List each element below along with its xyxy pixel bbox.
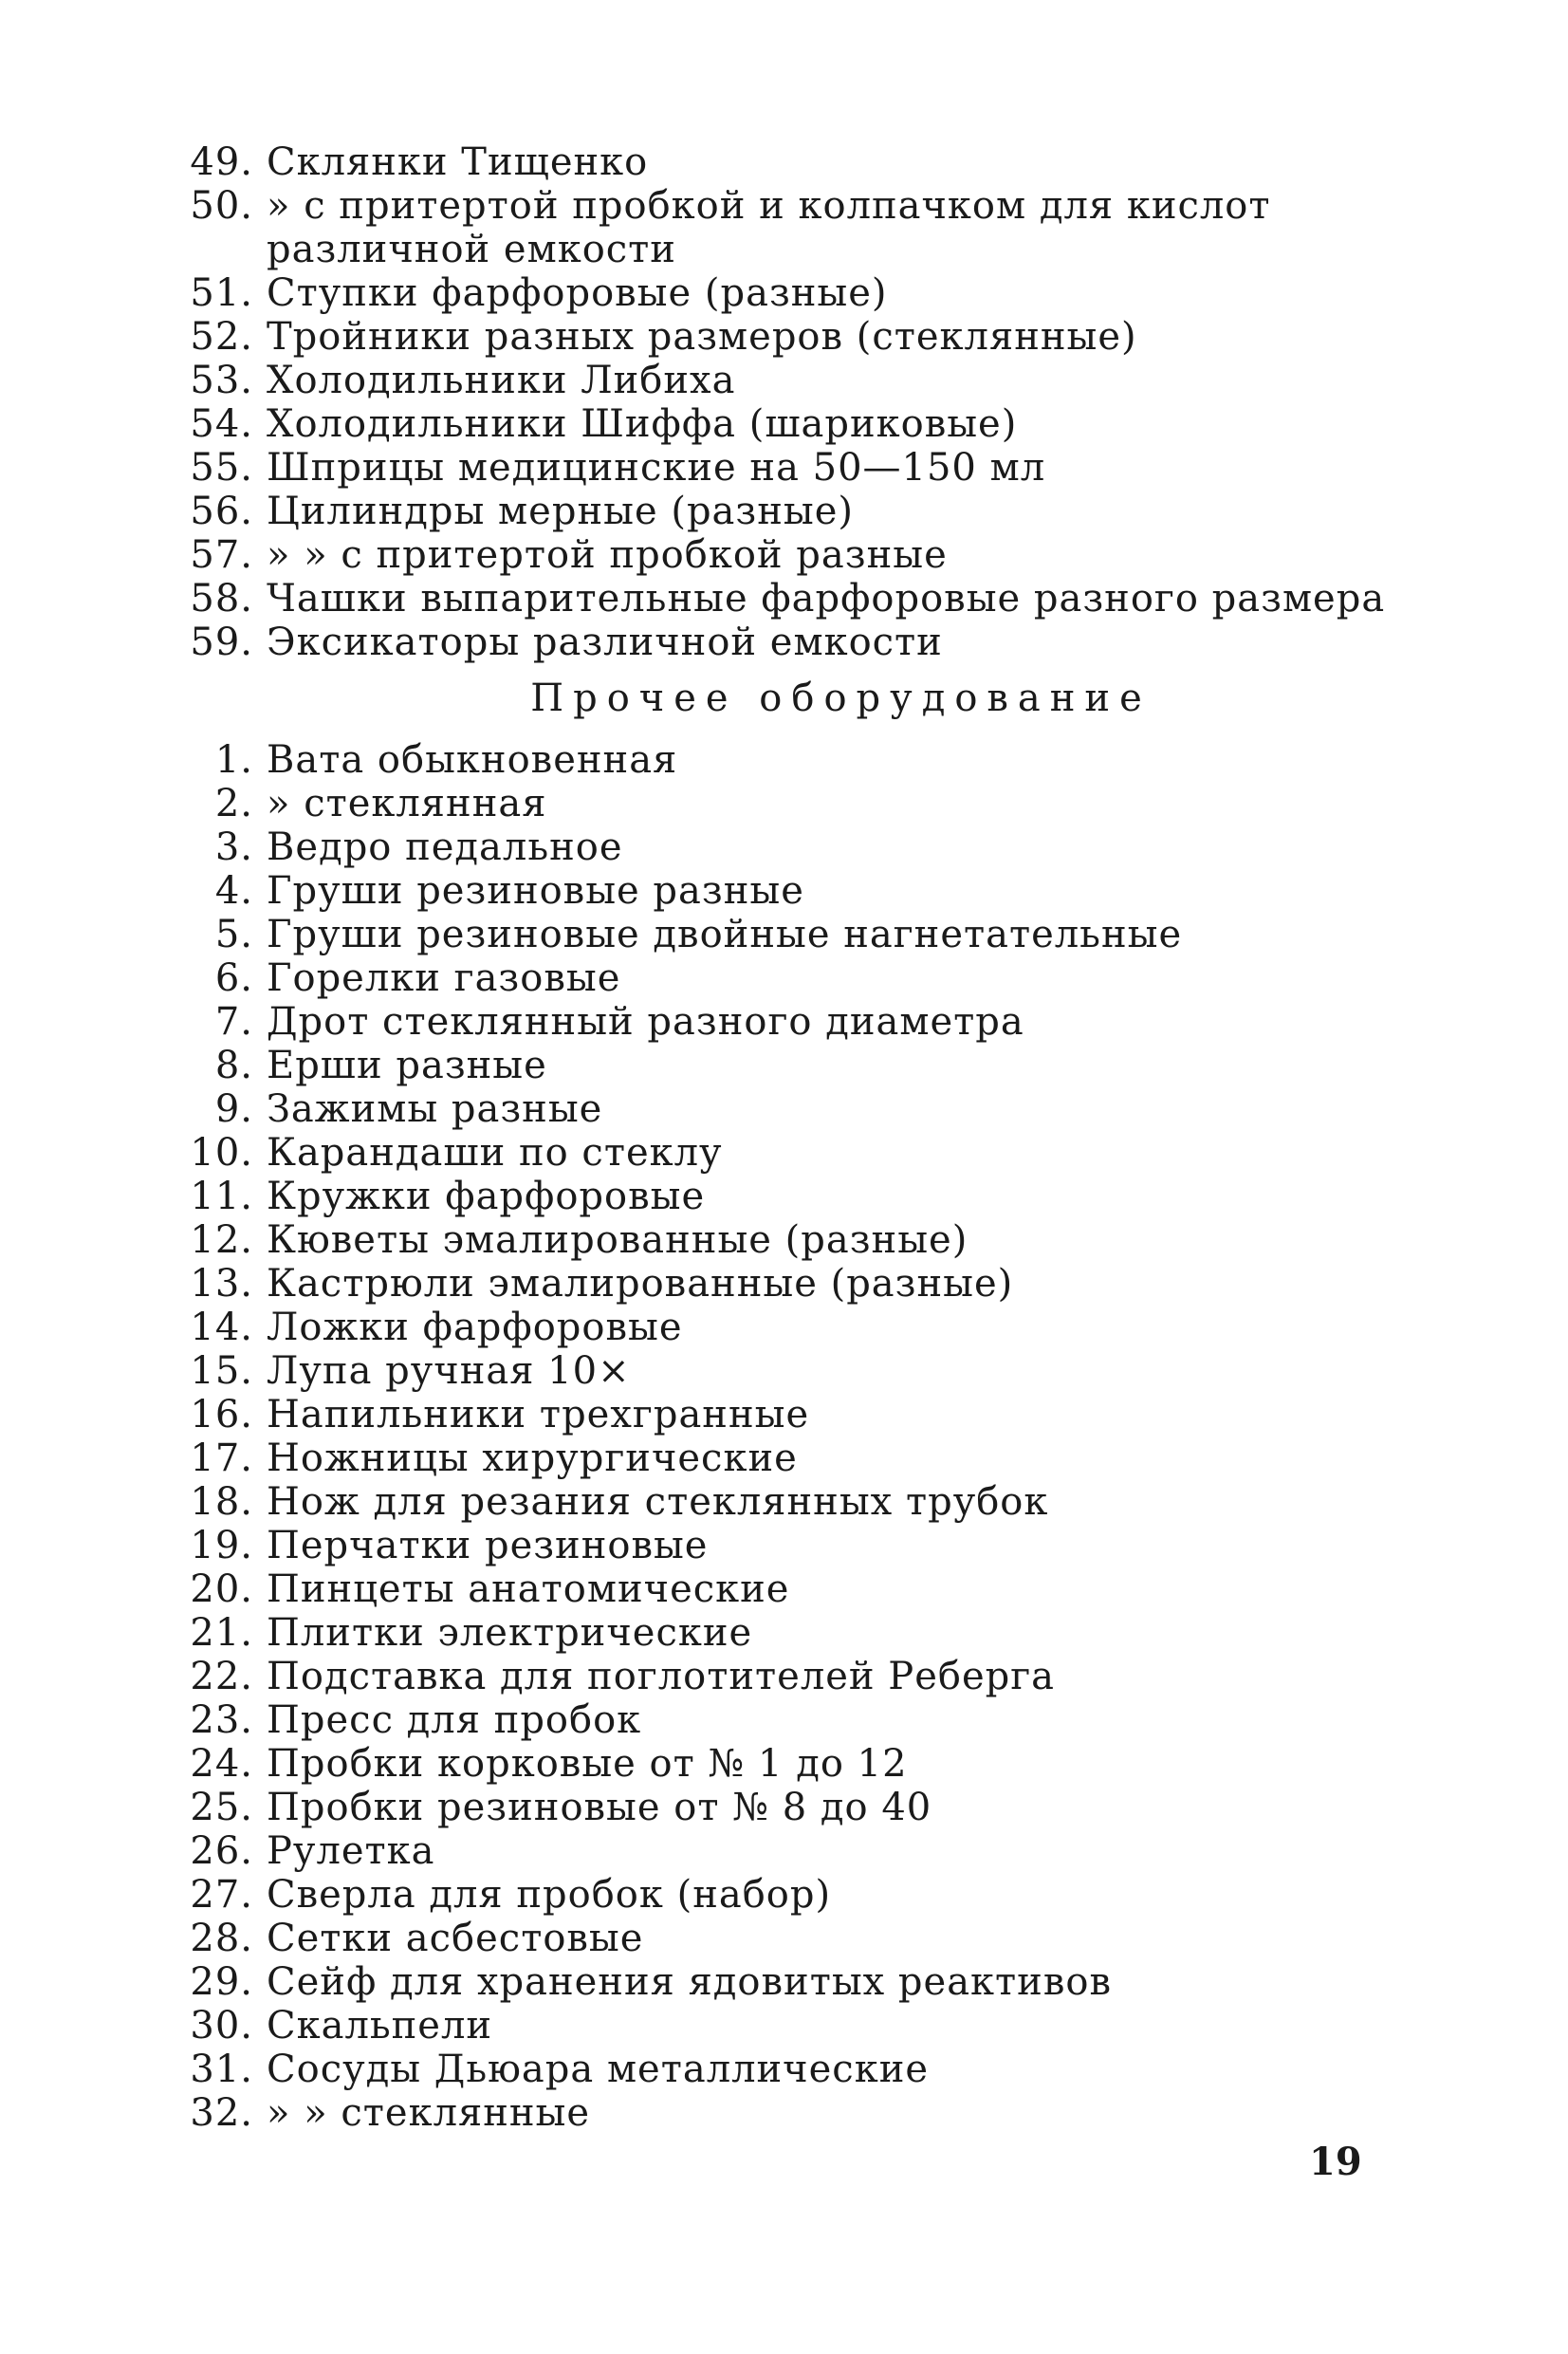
equipment-list-continued: [175, 140, 1447, 664]
list-item: 2. » стеклянная: [214, 782, 547, 825]
list-item: 20. Пинцеты анатомические: [190, 1567, 790, 1611]
list-item: 4. Груши резиновые разные: [214, 869, 804, 913]
list-item: 19. Перчатки резиновые: [190, 1524, 709, 1567]
list-item: 51. Ступки фарфоровые (разные): [190, 271, 888, 315]
list-item: 13. Кастрюли эмалированные (разные): [190, 1262, 1014, 1306]
list-item: 58. Чашки выпарительные фарфоровые разного размера: [190, 577, 1386, 621]
section-title: Прочее оборудование: [530, 677, 1152, 720]
list-item: 11. Кружки фарфоровые: [190, 1175, 706, 1218]
list-item: 25. Пробки резиновые от № 8 до 40: [190, 1786, 932, 1829]
other-equipment-list: [175, 738, 1447, 2135]
list-item: 52. Тройники разных размеров (стеклянные): [190, 315, 1137, 359]
list-item: 57. » » с притертой пробкой разные: [190, 533, 948, 577]
list-item: 5. Груши резиновые двойные нагнетательные: [214, 913, 1183, 956]
list-item: 21. Плитки электрические: [190, 1611, 753, 1655]
list-item: 1. Вата обыкновенная: [214, 738, 678, 782]
list-item: 6. Горелки газовые: [214, 956, 621, 1000]
list-item: 3. Ведро педальное: [214, 825, 623, 869]
list-item: 49. Склянки Тищенко: [190, 140, 649, 184]
list-item: 10. Карандаши по стеклу: [190, 1131, 723, 1175]
list-item: 14. Ложки фарфоровые: [190, 1306, 683, 1349]
list-item: 8. Ерши разные: [214, 1044, 547, 1087]
list-item: 29. Сейф для хранения ядовитых реактивов: [190, 1960, 1112, 2004]
list-item: 53. Холодильники Либиха: [190, 359, 736, 402]
page-number: 19: [1309, 2140, 1362, 2184]
list-item: 9. Зажимы разные: [214, 1087, 603, 1131]
list-item: 17. Ножницы хирургические: [190, 1436, 798, 1480]
list-item: 32. » » стеклянные: [190, 2091, 591, 2135]
list-item: 50. » с притертой пробкой и колпачком для кислот различной емкости: [190, 184, 1271, 271]
list-item: 30. Скальпели: [190, 2004, 493, 2048]
list-item: 18. Нож для резания стеклянных трубок: [190, 1480, 1049, 1524]
list-item: 23. Пресс для пробок: [190, 1698, 642, 1742]
list-item: 24. Пробки корковые от № 1 до 12: [190, 1742, 908, 1786]
list-item: 15. Лупа ручная 10×: [190, 1349, 631, 1393]
list-item: 12. Кюветы эмалированные (разные): [190, 1218, 968, 1262]
list-item: 26. Рулетка: [190, 1829, 435, 1873]
list-item: 55. Шприцы медицинские на 50—150 мл: [190, 446, 1046, 490]
list-item: 22. Подставка для поглотителей Реберга: [190, 1655, 1056, 1698]
list-item: 54. Холодильники Шиффа (шариковые): [190, 402, 1018, 446]
list-item: 27. Сверла для пробок (набор): [190, 1873, 832, 1917]
list-item: 28. Сетки асбестовые: [190, 1917, 644, 1960]
list-item: 59. Эксикаторы различной емкости: [190, 621, 943, 664]
list-item: 31. Сосуды Дьюара металлические: [190, 2048, 930, 2091]
list-item: 7. Дрот стеклянный разного диаметра: [214, 1000, 1024, 1044]
list-item: 16. Напильники трехгранные: [190, 1393, 810, 1436]
list-item: 56. Цилиндры мерные (разные): [190, 490, 854, 533]
